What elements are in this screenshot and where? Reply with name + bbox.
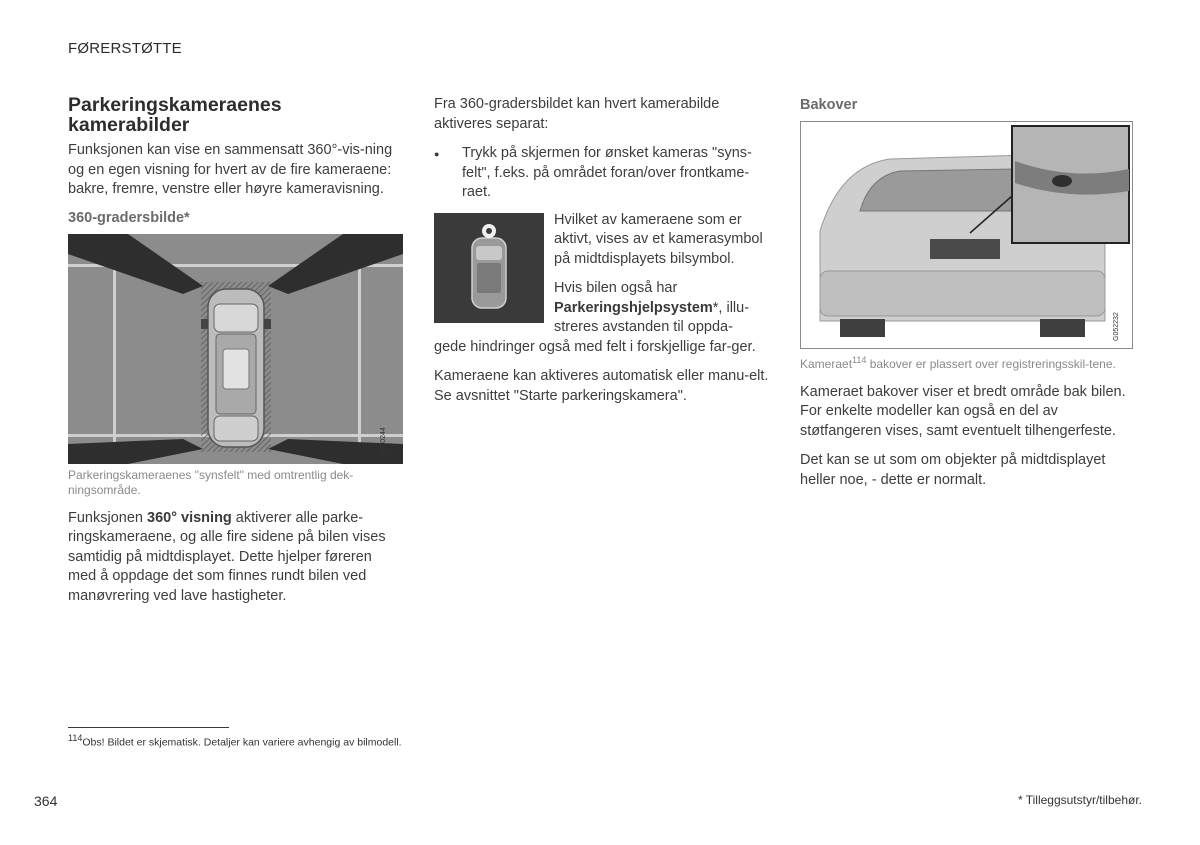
continued-text: gede hindringer også med felt i forskjellige far-ger. [434, 338, 756, 355]
subheading-360: 360-gradersbilde* [68, 209, 190, 226]
subheading-rear: Bakover [800, 97, 858, 113]
caption-suffix: bakover er plassert over registreringsskil-tene. [866, 357, 1116, 371]
rear-camera-car-illustration [800, 121, 1133, 349]
caption-prefix: Kameraet [800, 357, 853, 371]
figure-360-view [68, 234, 403, 464]
column-left [68, 95, 403, 616]
intro-paragraph: Funksjonen kan vise en sammensatt 360°-vis-ning og en egen visning for hvert av de fire kameraene: bakre, fremre, venstre eller høyre kameravisning. [68, 142, 393, 197]
title-line-2: kamerabilder [68, 114, 190, 136]
intro-paragraph-2: Fra 360-gradersbildet kan hvert kamerabilde aktiveres separat: [434, 96, 720, 132]
list-item [434, 144, 769, 203]
active-camera-text: Hvilket av kameraene som er aktivt, vises av et kamerasymbol på midtdisplayets bilsymbol. [554, 211, 763, 267]
figure-code: G052232 [1113, 312, 1120, 341]
side-text-suffix: *, illu-streres avstanden til oppda- [554, 299, 750, 335]
term-360-view: 360° visning [147, 509, 232, 526]
section-label: FØRERSTØTTE [68, 40, 182, 57]
footnote [68, 733, 402, 749]
bullet-icon: ● [434, 149, 440, 159]
accessory-note: * Tilleggsutstyr/tilbehør. [1017, 793, 1142, 807]
side-text-prefix: Hvis bilen også har [554, 280, 678, 296]
title-line-1: Parkeringskameraenes [68, 94, 282, 116]
center-display-car-symbol-illustration [434, 213, 544, 323]
footnote-number: 114 [68, 733, 83, 743]
figure-caption: Parkeringskameraenes "synsfelt" med omtrentlig dek-ningsområde. [68, 467, 354, 497]
column-middle [434, 95, 769, 416]
para-suffix: aktiverer alle parke-ringskameraene, og alle fire sidene på bilen vises samtidig på midtdisplayet. Dette hjelper føreren med å oppdage det som finnes rundt bilen ved manøvrering ved lave hastigheter. [68, 509, 386, 604]
caption-footnote-ref: 114 [852, 355, 867, 365]
page-title [68, 95, 403, 135]
parking-assist-text [554, 279, 769, 338]
figure-caption [800, 353, 1135, 373]
para-prefix: Funksjonen [68, 509, 147, 526]
page-number: 364 [34, 793, 58, 809]
auto-manual-paragraph: Kameraene kan aktiveres automatisk eller manu-elt. Se avsnittet "Starte parkeringskamera". [434, 368, 769, 404]
column-right [800, 95, 1135, 500]
rear-camera-paragraph: Kameraet bakover viser et bredt område bak bilen. For enkelte modeller kan også en del av støtfangeren vises, samt eventuelt tilhengerfeste. [800, 383, 1126, 439]
parking-camera-360-illustration [68, 234, 403, 464]
paragraph-360-function [68, 509, 403, 607]
footnote-text: Obs! Bildet er skjematisk. Detaljer kan variere avhengig av bilmodell. [82, 736, 402, 749]
bullet-text: Trykk på skjermen for ønsket kameras "syns-felt", f.eks. på området foran/over frontkame-raet. [462, 145, 752, 200]
screen-figure-block [434, 213, 769, 338]
figure-rear-camera [800, 121, 1133, 349]
display-tilt-paragraph: Det kan se ut som om objekter på midtdisplayet heller noe, - dette er normalt. [800, 452, 1106, 488]
figure-code: G060244 [380, 426, 387, 456]
term-parking-assist: Parkeringshjelpsystem [554, 299, 713, 316]
footnote-divider [68, 727, 229, 728]
